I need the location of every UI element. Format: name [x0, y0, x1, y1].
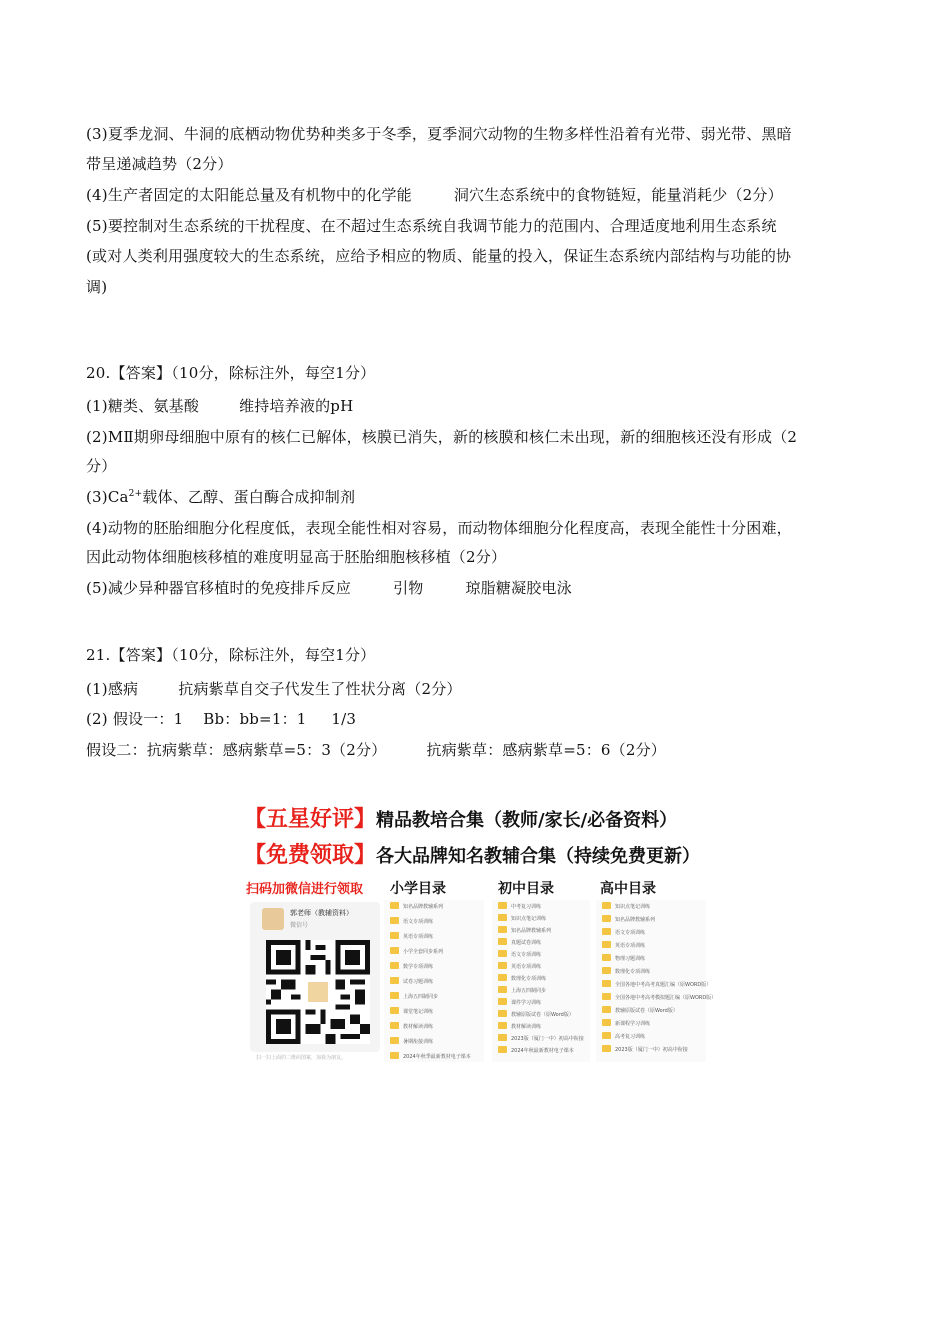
catalog-folder-item[interactable]: 数理化专项训练 [498, 974, 584, 986]
catalog-folder-item[interactable]: 知识点笔记训练 [498, 914, 584, 926]
catalog-folder-item[interactable]: 物理习题训练 [602, 954, 716, 967]
catalog-folder-item[interactable]: 试卷习题训练 [390, 977, 471, 992]
q20-part3-superscript: 2+ [128, 489, 143, 499]
q20-part1-answer-a: (1)糖类、氨基酸 [86, 397, 200, 415]
catalog-folder-item[interactable]: 小学全套同步系列 [390, 947, 471, 962]
promo-headline-2 [244, 838, 700, 869]
catalog-folder-item[interactable]: 知名品牌教辅系列 [498, 926, 584, 938]
catalog-folder-item[interactable]: 上海五四制同步 [498, 986, 584, 998]
q20-part4-line2: 因此动物体细胞核移植的难度明显高于胚胎细胞核移植（2分） [86, 548, 507, 566]
promo-banner[interactable] [244, 796, 717, 1066]
q19-part3-line1: (3)夏季龙洞、牛洞的底栖动物优势种类多于冬季，夏季洞穴动物的生物多样性沿着有光带、弱光带、黑暗 [86, 125, 792, 143]
high-catalog-list [602, 902, 716, 1058]
catalog-folder-item[interactable]: 英语专项训练 [602, 941, 716, 954]
catalog-folder-item[interactable]: 教材解读训练 [390, 1022, 471, 1037]
catalog-folder-item[interactable]: 知名品牌教辅系列 [602, 915, 716, 928]
q19-part4-answer-a: (4)生产者固定的太阳能总量及有机物中的化学能 [86, 186, 412, 204]
q20-part5-answer-b: 引物 [393, 579, 424, 597]
promo-headline-1 [244, 802, 677, 833]
q20-part3-rest: 载体、乙醇、蛋白酶合成抑制剂 [142, 488, 356, 506]
promo-headline-2-text: 各大品牌知名教辅合集（持续免费更新） [376, 846, 701, 867]
qr-code-icon[interactable] [266, 940, 370, 1044]
qr-note: 扫一扫上面的二维码图案，加我为朋友。 [256, 1055, 347, 1061]
q19-part3-line2: 带呈递减趋势（2分） [86, 155, 233, 173]
q19-part5-line1: (5)要控制对生态系统的干扰程度、在不超过生态系统自我调节能力的范围内、合理适度地利用生态系统 [86, 217, 777, 235]
q21-part3-answer-b: 抗病紫草：感病紫草=5：6（2分） [426, 741, 667, 759]
q20-part2-line1: (2)MⅡ期卵母细胞中原有的核仁已解体，核膜已消失，新的核膜和核仁未出现，新的细胞核还没有形成（2 [86, 428, 798, 446]
catalog-folder-item[interactable]: 新课程学习训练 [602, 1019, 716, 1032]
wechat-id-label: 微信号 [290, 922, 309, 929]
catalog-folder-item[interactable]: 数理化专项训练 [602, 967, 716, 980]
q21-part1 [86, 679, 876, 700]
q20-part4-line1: (4)动物的胚胎细胞分化程度低，表现全能性相对容易，而动物体细胞分化程度高，表现全能性十分困难， [86, 519, 792, 537]
primary-catalog-list [390, 902, 471, 1067]
q20-part5-answer-c: 琼脂糖凝胶电泳 [465, 579, 572, 597]
promo-headline-2-tag: 【免费领取】 [244, 843, 377, 868]
q20-part5-answer-a: (5)减少异种器官移植时的免疫排斥反应 [86, 579, 352, 597]
catalog-folder-item[interactable]: 高考复习训练 [602, 1032, 716, 1045]
middle-catalog-list [498, 902, 584, 1058]
catalog-folder-item[interactable]: 全国各地中考高考模拟题汇编（原WORD版） [602, 993, 716, 1006]
catalog-folder-item[interactable]: 中考复习训练 [498, 902, 584, 914]
q21-part1-answer-b: 抗病紫草自交子代发生了性状分离（2分） [178, 680, 462, 698]
promo-headline-1-text: 精品教培合集（教师/家长/必备资料） [376, 810, 678, 831]
catalog-folder-item[interactable]: 全国各地中考高考真题汇编（原WORD版） [602, 980, 716, 993]
q20-part1-answer-b: 维持培养液的pH [239, 397, 354, 415]
q21-part2: (2) 假设一：1 Bb：bb=1：1 1/3 [86, 710, 357, 728]
q19-part5-line2: (或对人类利用强度较大的生态系统，应给予相应的物质、能量的投入，保证生态系统内部结构与功能的协 [86, 247, 792, 265]
catalog-folder-item[interactable]: 教辅原版试卷（原Word版） [602, 1006, 716, 1019]
catalog-folder-item[interactable]: 语文专项训练 [602, 928, 716, 941]
catalog-folder-item[interactable]: 知识点笔记训练 [602, 902, 716, 915]
catalog-folder-item[interactable]: 2023版（厦门一中）初高中衔接 [602, 1045, 716, 1058]
catalog-folder-item[interactable]: 语文专项训练 [390, 917, 471, 932]
catalog-folder-item[interactable]: 2024年秋季最新教材电子课本 [390, 1052, 471, 1067]
catalog-folder-item[interactable]: 英语专项训练 [498, 962, 584, 974]
scan-title: 扫码加微信进行领取 [246, 882, 364, 897]
wechat-name: 郭老师（教辅资料） [290, 909, 353, 917]
middle-catalog-title: 初中目录 [498, 881, 554, 897]
q19-part4-answer-b: 洞穴生态系统中的食物链短，能量消耗少（2分） [453, 186, 783, 204]
catalog-folder-item[interactable]: 课件学习训练 [498, 998, 584, 1010]
catalog-folder-item[interactable]: 课堂笔记训练 [390, 1007, 471, 1022]
catalog-folder-item[interactable]: 2023版（厦门一中）初高中衔接 [498, 1034, 584, 1046]
q21-part3 [86, 740, 876, 761]
q20-part1 [86, 396, 876, 417]
q20-part3 [86, 487, 876, 508]
q21-header: 21.【答案】（10分，除标注外，每空1分） [86, 646, 376, 664]
catalog-folder-item[interactable]: 知名品牌教辅系列 [390, 902, 471, 917]
catalog-folder-item[interactable]: 英语专项训练 [390, 932, 471, 947]
primary-catalog-title: 小学目录 [390, 881, 446, 897]
q20-part2-line2: 分） [86, 457, 117, 475]
catalog-folder-item[interactable]: 上海五四制同步 [390, 992, 471, 1007]
q19-part4 [86, 185, 876, 206]
catalog-folder-item[interactable]: 语文专项训练 [498, 950, 584, 962]
catalog-folder-item[interactable]: 暑期衔接训练 [390, 1037, 471, 1052]
q20-part3-prefix: (3)Ca [86, 488, 129, 506]
promo-headline-1-tag: 【五星好评】 [244, 807, 377, 832]
q21-part3-answer-a: 假设二：抗病紫草：感病紫草=5：3（2分） [86, 741, 387, 759]
q21-part1-answer-a: (1)感病 [86, 680, 139, 698]
avatar [262, 908, 284, 930]
catalog-folder-item[interactable]: 真题试卷训练 [498, 938, 584, 950]
catalog-folder-item[interactable]: 教辅原版试卷（原Word版） [498, 1010, 584, 1022]
catalog-folder-item[interactable]: 2024年秋最新教材电子课本 [498, 1046, 584, 1058]
high-catalog-title: 高中目录 [600, 881, 656, 897]
q19-part5-line3: 调) [86, 278, 108, 296]
q20-part5 [86, 578, 876, 599]
catalog-folder-item[interactable]: 数学专项训练 [390, 962, 471, 977]
q20-header: 20.【答案】（10分，除标注外，每空1分） [86, 364, 376, 382]
catalog-folder-item[interactable]: 教材解读训练 [498, 1022, 584, 1034]
